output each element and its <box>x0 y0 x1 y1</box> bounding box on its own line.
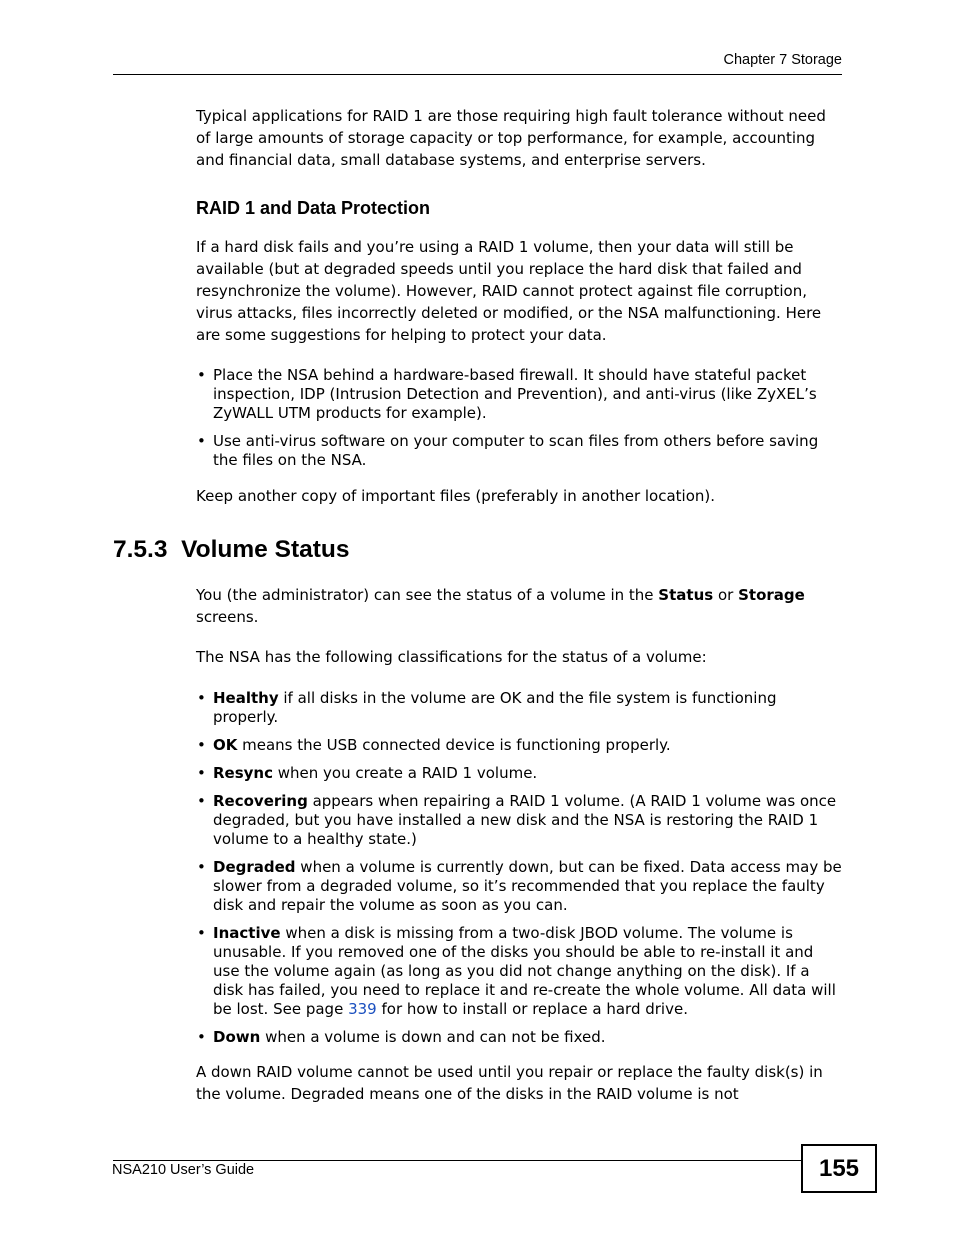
list-item: • Place the NSA behind a hardware-based firewall. It should have stateful packet inspection, IDP (Intrusion Detection and Prevention), and anti-virus (like ZyXEL’s ZyWALL UTM products for example). <box>197 366 817 422</box>
list-item: • Inactive when a disk is missing from a two-disk JBOD volume. The volume is unusable. If you removed one of the disks you should be able to re-install it and use the volume again (as long as you did not change anything on the disk). If a disk has failed, you need to replace it and re-create the whole volume. All data will be lost. See page 339 for how to install or replace a hard drive. <box>197 924 836 1018</box>
bullet-icon: • <box>197 736 206 754</box>
list-item: • OK means the USB connected device is functioning properly. <box>197 736 671 754</box>
paragraph-admin-status: You (the administrator) can see the status of a volume in the Status or Storage screens. <box>196 586 805 626</box>
page-number: 155 <box>801 1144 877 1193</box>
bullet-icon: • <box>197 764 206 782</box>
list-item: • Recovering appears when repairing a RAID 1 volume. (A RAID 1 volume was once degraded, but you have installed a new disk and the NSA is restoring the RAID 1 volume to a healthy state.) <box>197 792 837 848</box>
chapter-header: Chapter 7 Storage <box>723 52 842 68</box>
bullet-icon: • <box>197 689 206 707</box>
list-item: • Use anti-virus software on your computer to scan files from others before saving the files on the NSA. <box>197 432 819 469</box>
paragraph-raid1-protection: If a hard disk fails and you’re using a RAID 1 volume, then your data will still be available (but at degraded speeds until you replace the hard disk that failed and resynchronize the volume). However, RAID cannot protect against file corruption, virus attacks, files incorrectly deleted or modified, or the NSA malfunctioning. Here are some suggestions for helping to protect your data. <box>196 238 822 344</box>
status-screen-name: Status <box>658 586 714 604</box>
bullet-icon: • <box>197 924 206 942</box>
bullet-icon: • <box>197 432 206 450</box>
bullet-icon: • <box>197 366 206 384</box>
storage-screen-name: Storage <box>738 586 805 604</box>
protection-suggestions-list <box>196 366 844 479</box>
section-number: 7.5.3 <box>113 536 168 563</box>
bullet-icon: • <box>197 858 206 876</box>
paragraph-raid1-applications: Typical applications for RAID 1 are those requiring high fault tolerance without need of large amounts of storage capacity or top performance, for example, accounting and financial data, small database systems, and enterprise servers. <box>196 107 826 169</box>
volume-status-list <box>196 689 844 1056</box>
paragraph-down-raid: A down RAID volume cannot be used until you repair or replace the faulty disk(s) in the volume. Degraded means one of the disks in the RAID volume is not <box>196 1063 823 1103</box>
paragraph-classifications: The NSA has the following classifications for the status of a volume: <box>196 648 707 666</box>
list-item: • Healthy if all disks in the volume are OK and the file system is functioning properly. <box>197 689 777 726</box>
section-heading <box>113 536 349 564</box>
bullet-icon: • <box>197 1028 206 1046</box>
footer-rule <box>113 1160 803 1161</box>
section-title: Volume Status <box>181 536 350 563</box>
paragraph-keep-copy: Keep another copy of important files (preferably in another location). <box>196 487 716 505</box>
list-item: • Resync when you create a RAID 1 volume. <box>197 764 538 782</box>
subheading-raid1-data-protection: RAID 1 and Data Protection <box>196 198 431 218</box>
list-item: • Degraded when a volume is currently down, but can be fixed. Data access may be slower from a degraded volume, so it’s recommended that you replace the faulty disk and repair the volume as soon as you can. <box>197 858 842 914</box>
list-item: • Down when a volume is down and can not be fixed. <box>197 1028 606 1046</box>
header-rule <box>113 74 842 75</box>
bullet-icon: • <box>197 792 206 810</box>
page-link[interactable]: 339 <box>348 1000 377 1018</box>
guide-title: NSA210 User’s Guide <box>112 1162 255 1178</box>
